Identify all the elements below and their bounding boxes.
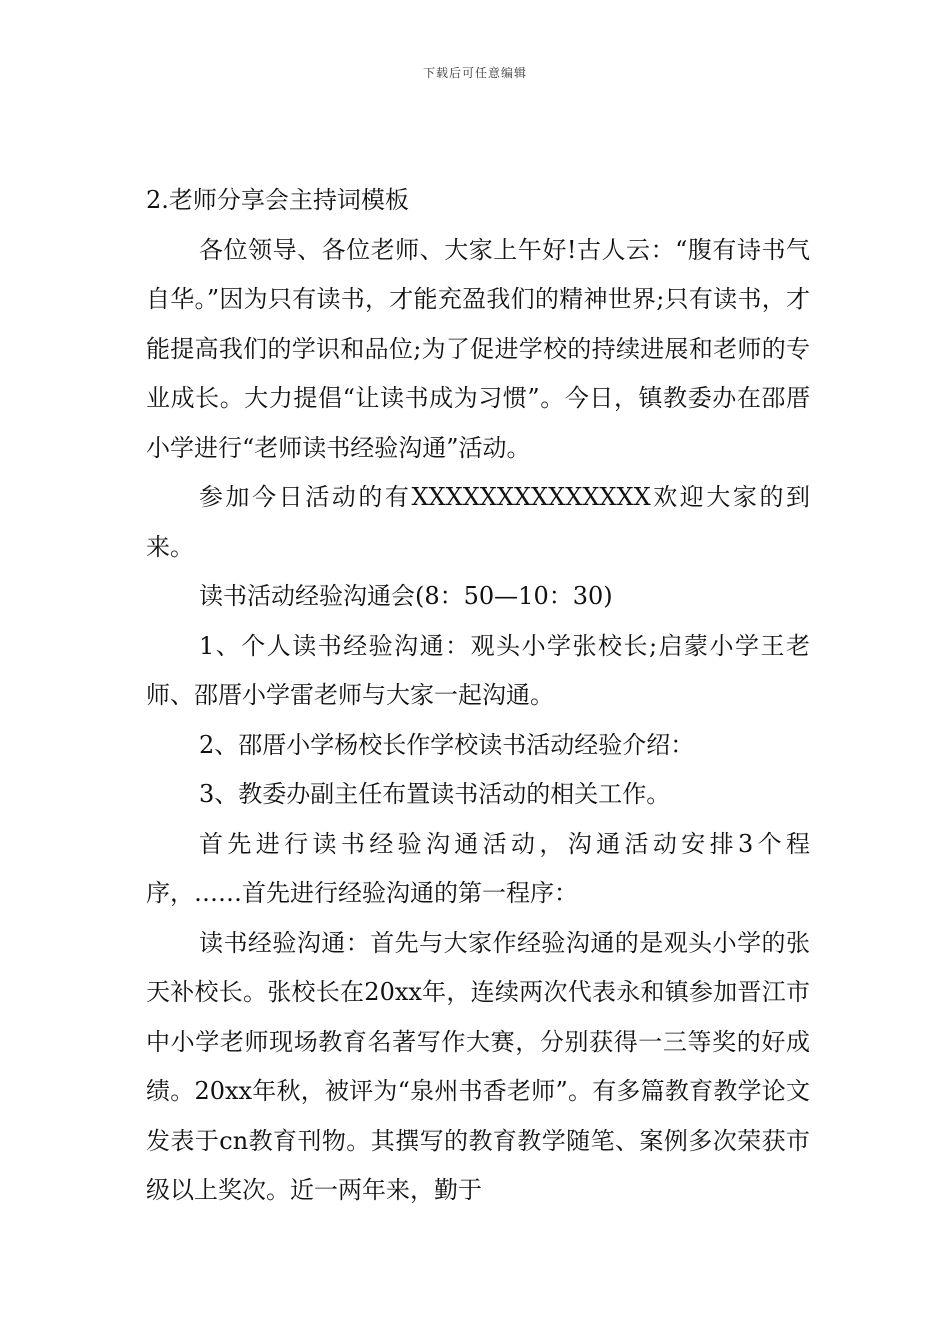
paragraph-procedure: 首先进行读书经验沟通活动，沟通活动安排3个程序，……首先进行经验沟通的第一程序：: [146, 829, 810, 907]
document-body: [146, 176, 810, 1216]
paragraph-opening: 各位领导、各位老师、大家上午好!古人云：“腹有诗书气自华。”因为只有读书，才能充盈我们的精神世界;只有读书，才能提高我们的学识和品位;为了促进学校的持续进展和老师的专业成长。大力提倡“让读书成为习惯”。今日，镇教委办在邵厝小学进行“老师读书经验沟通”活动。: [146, 235, 810, 462]
page-header-note: 下载后可任意编辑: [422, 66, 527, 80]
paragraph-meeting-time: 读书活动经验沟通会(8：50—10：30): [199, 582, 613, 610]
paragraph-item-1: 1、个人读书经验沟通：观头小学张校长;启蒙小学王老师、邵厝小学雷老师与大家一起沟通。: [146, 631, 810, 709]
section-title: 2.老师分享会主持词模板: [146, 186, 409, 214]
paragraph-item-3: 3、教委办副主任布置读书活动的相关工作。: [199, 780, 671, 808]
paragraph-item-2: 2、邵厝小学杨校长作学校读书活动经验介绍：: [199, 730, 695, 759]
paragraph-exchange: 读书经验沟通：首先与大家作经验沟通的是观头小学的张天补校长。张校长在20xx年，连续两次代表永和镇参加晋江市中小学老师现场教育名著写作大赛，分别获得一三等奖的好成绩。20xx年秋，被评为“泉州书香老师”。有多篇教育教学论文发表于cn教育刊物。其撰写的教育教学随笔、案例多次荣获市级以上奖次。近一两年来，勤于: [146, 928, 810, 1204]
paragraph-attendees: 参加今日活动的有XXXXXXXXXXXXXX欢迎大家的到来。: [146, 483, 810, 561]
